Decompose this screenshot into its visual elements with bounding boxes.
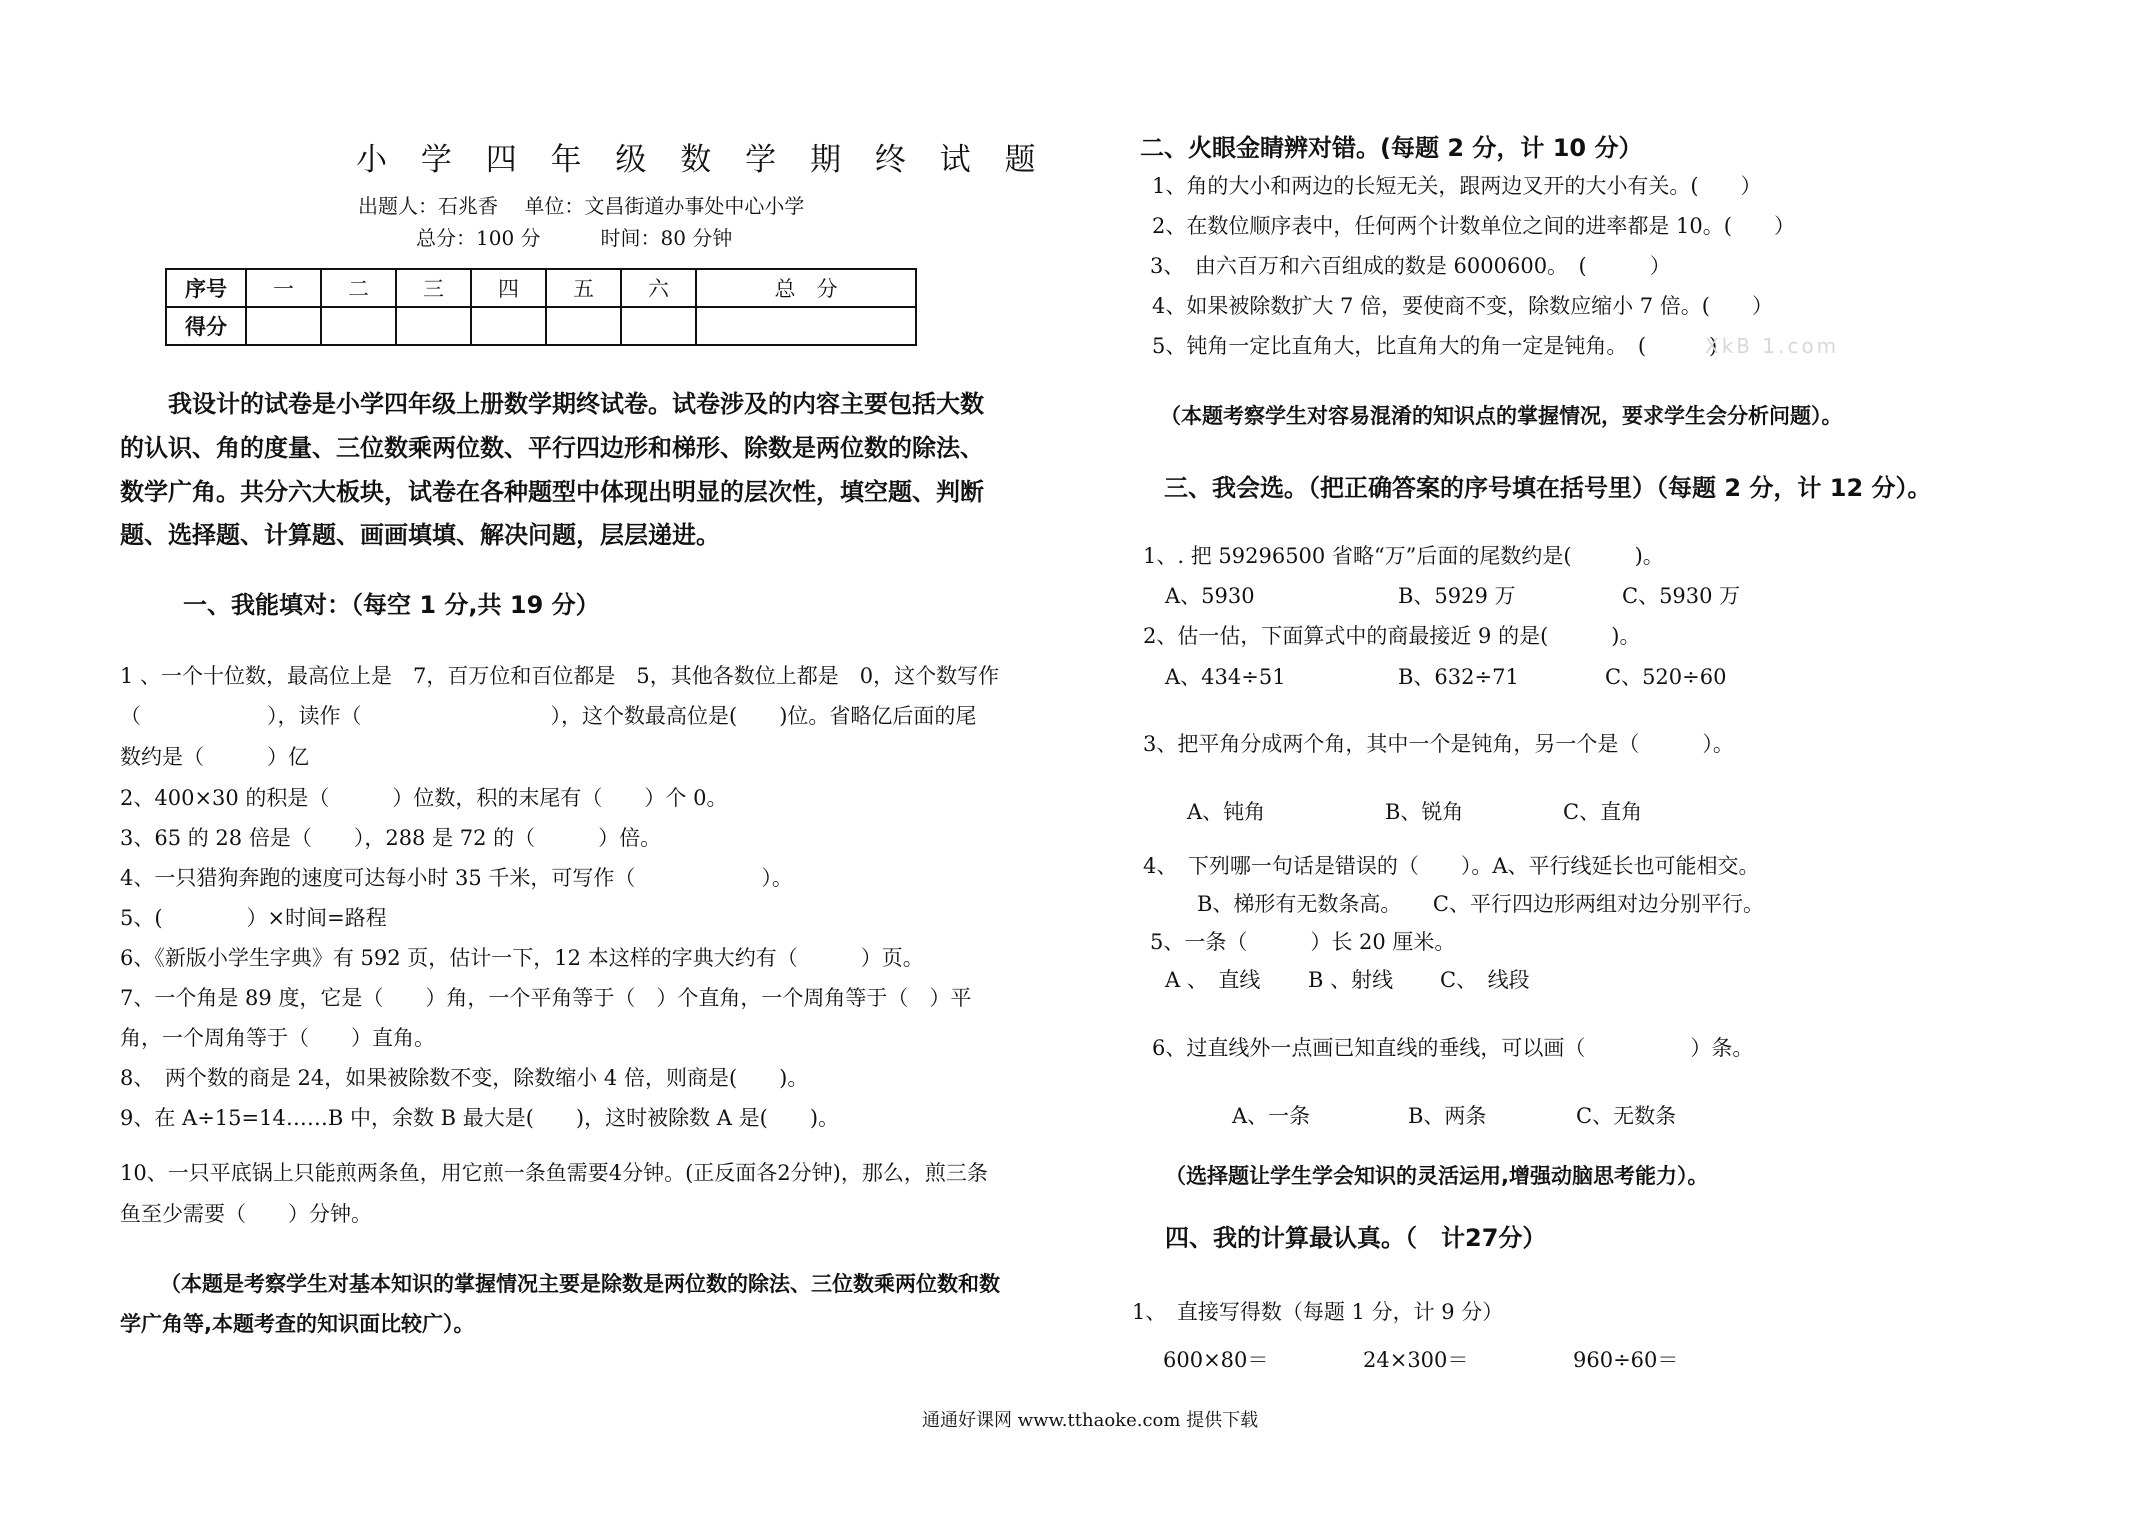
choice-option: C、520÷60 xyxy=(1605,665,1727,689)
choice-option: A 、 直线 xyxy=(1165,968,1261,992)
judge-item: 4、如果被除数扩大 7 倍，要使商不变，除数应缩小 7 倍。( ） xyxy=(1152,294,1773,318)
question-line: 1 、一个十位数，最高位上是 7，百万位和百位都是 5，其他各数位上都是 0，这个数写作 xyxy=(120,664,1000,688)
section2-note: （本题考察学生对容易混淆的知识点的掌握情况，要求学生会分析问题）。 xyxy=(1160,404,1843,428)
intro-line: 我设计的试卷是小学四年级上册数学期终试卷。试卷涉及的内容主要包括大数 xyxy=(168,390,984,418)
score-blank-cell[interactable] xyxy=(621,307,696,345)
question-line: 2、400×30 的积是（ ）位数，积的末尾有（ ）个 0。 xyxy=(120,786,728,810)
section4-heading: 四、我的计算最认真。（ 计27分） xyxy=(1165,1224,1547,1252)
page-title: 小 学 四 年 级 数 学 期 终 试 题 xyxy=(356,142,1048,178)
choice-option: B、锐角 xyxy=(1385,800,1464,824)
score-table-cell: 四 xyxy=(471,269,546,307)
judge-item: 1、角的大小和两边的长短无关，跟两边叉开的大小有关。( ） xyxy=(1152,174,1762,198)
choice-option: C、 线段 xyxy=(1440,968,1530,992)
question-line: 5、( ）×时间=路程 xyxy=(120,906,387,930)
section3-note: （选择题让学生学会知识的灵活运用,增强动脑思考能力）。 xyxy=(1165,1164,1709,1188)
score-time-line: 总分：100 分 时间：80 分钟 xyxy=(416,226,733,250)
choice-option: A、一条 xyxy=(1232,1104,1311,1128)
score-table-cell: 六 xyxy=(621,269,696,307)
score-blank-cell[interactable] xyxy=(396,307,471,345)
choice-option: B、两条 xyxy=(1408,1104,1487,1128)
score-table-header-row xyxy=(166,269,916,307)
choice-question: B、梯形有无数条高。 C、平行四边形两组对边分别平行。 xyxy=(1197,892,1764,916)
calc-item: 960÷60＝ xyxy=(1573,1348,1679,1372)
intro-line: 题、选择题、计算题、画画填填、解决问题，层层递进。 xyxy=(120,521,720,549)
choice-option: B、632÷71 xyxy=(1398,665,1519,689)
score-table-cell: 总 分 xyxy=(696,269,916,307)
choice-option: A、434÷51 xyxy=(1165,665,1286,689)
score-table xyxy=(165,268,917,346)
section1-note-line: （本题是考察学生对基本知识的掌握情况主要是除数是两位数的除法、三位数乘两位数和数 xyxy=(160,1272,1000,1296)
question-line: 鱼至少需要（ ）分钟。 xyxy=(120,1202,372,1226)
section2-heading: 二、火眼金睛辨对错。(每题 2 分，计 10 分） xyxy=(1140,134,1643,162)
question-line: 10、一只平底锅上只能煎两条鱼，用它煎一条鱼需要4分钟。(正反面各2分钟)，那么，煎三条 xyxy=(120,1161,988,1185)
score-table-cell: 序号 xyxy=(166,269,246,307)
question-line: （ ），读作（ ），这个数最高位是( )位。省略亿后面的尾 xyxy=(120,704,977,728)
intro-line: 的认识、角的度量、三位数乘两位数、平行四边形和梯形、除数是两位数的除法、 xyxy=(120,434,984,462)
question-line: 角，一个周角等于（ ）直角。 xyxy=(120,1026,435,1050)
calc-item: 600×80＝ xyxy=(1163,1348,1269,1372)
question-line: 6、《新版小学生字典》有 592 页，估计一下，12 本这样的字典大约有（ ）页。 xyxy=(120,946,924,970)
choice-option: C、无数条 xyxy=(1576,1104,1677,1128)
score-table-score-row xyxy=(166,307,916,345)
score-blank-cell[interactable] xyxy=(546,307,621,345)
intro-line: 数学广角。共分六大板块，试卷在各种题型中体现出明显的层次性，填空题、判断 xyxy=(120,478,984,506)
choice-question: 5、一条（ ）长 20 厘米。 xyxy=(1150,930,1456,954)
score-blank-cell[interactable] xyxy=(321,307,396,345)
score-blank-cell[interactable] xyxy=(696,307,916,345)
choice-question: 1、. 把 59296500 省略“万”后面的尾数约是( )。 xyxy=(1143,544,1664,568)
choice-option: A、钝角 xyxy=(1187,800,1266,824)
question-line: 9、在 A÷15=14……B 中，余数 B 最大是( )，这时被除数 A 是( )。 xyxy=(120,1106,840,1130)
question-line: 8、 两个数的商是 24，如果被除数不变，除数缩小 4 倍，则商是( )。 xyxy=(120,1066,809,1090)
question-line: 7、一个角是 89 度，它是（ ）角，一个平角等于（ ）个直角，一个周角等于（ ）平 xyxy=(120,986,972,1010)
choice-option: B、5929 万 xyxy=(1398,584,1516,608)
choice-question: 3、把平角分成两个角，其中一个是钝角，另一个是（ ）。 xyxy=(1143,732,1734,756)
question-line: 数约是（ ）亿 xyxy=(120,745,309,769)
section3-heading: 三、我会选。（把正确答案的序号填在括号里）（每题 2 分，计 12 分）。 xyxy=(1164,474,1932,502)
calc-sub-heading: 1、 直接写得数（每题 1 分，计 9 分） xyxy=(1132,1300,1504,1324)
score-table-cell: 二 xyxy=(321,269,396,307)
choice-option: A、5930 xyxy=(1165,584,1255,608)
choice-question: 6、过直线外一点画已知直线的垂线，可以画（ ）条。 xyxy=(1152,1036,1754,1060)
score-table-cell: 一 xyxy=(246,269,321,307)
section1-note-line: 学广角等,本题考查的知识面比较广）。 xyxy=(120,1312,475,1336)
choice-option: C、5930 万 xyxy=(1622,584,1741,608)
score-blank-cell[interactable] xyxy=(246,307,321,345)
question-line: 4、一只猎狗奔跑的速度可达每小时 35 千米，可写作（ ）。 xyxy=(120,866,793,890)
choice-option: B 、射线 xyxy=(1308,968,1394,992)
author-line: 出题人：石兆香 单位：文昌街道办事处中心小学 xyxy=(358,194,805,218)
watermark: XkB 1.com xyxy=(1705,334,1840,358)
judge-item: 2、在数位顺序表中，任何两个计数单位之间的进率都是 10。( ） xyxy=(1152,214,1795,238)
score-table-cell: 五 xyxy=(546,269,621,307)
judge-item: 5、钝角一定比直角大，比直角大的角一定是钝角。 ( ) xyxy=(1152,334,1718,358)
score-table-cell: 得分 xyxy=(166,307,246,345)
calc-item: 24×300＝ xyxy=(1363,1348,1469,1372)
section1-heading: 一、我能填对：（每空 1 分,共 19 分） xyxy=(183,591,600,619)
choice-option: C、直角 xyxy=(1563,800,1643,824)
judge-item: 3、 由六百万和六百组成的数是 6000600。 ( ） xyxy=(1150,254,1671,278)
footer-credit: 通通好课网 www.tthaoke.com 提供下载 xyxy=(922,1410,1259,1431)
score-table-cell: 三 xyxy=(396,269,471,307)
choice-question: 4、 下列哪一句话是错误的（ ）。A、平行线延长也可能相交。 xyxy=(1143,854,1760,878)
question-line: 3、65 的 28 倍是（ ），288 是 72 的（ ）倍。 xyxy=(120,826,662,850)
score-blank-cell[interactable] xyxy=(471,307,546,345)
choice-question: 2、估一估，下面算式中的商最接近 9 的是( )。 xyxy=(1143,624,1641,648)
